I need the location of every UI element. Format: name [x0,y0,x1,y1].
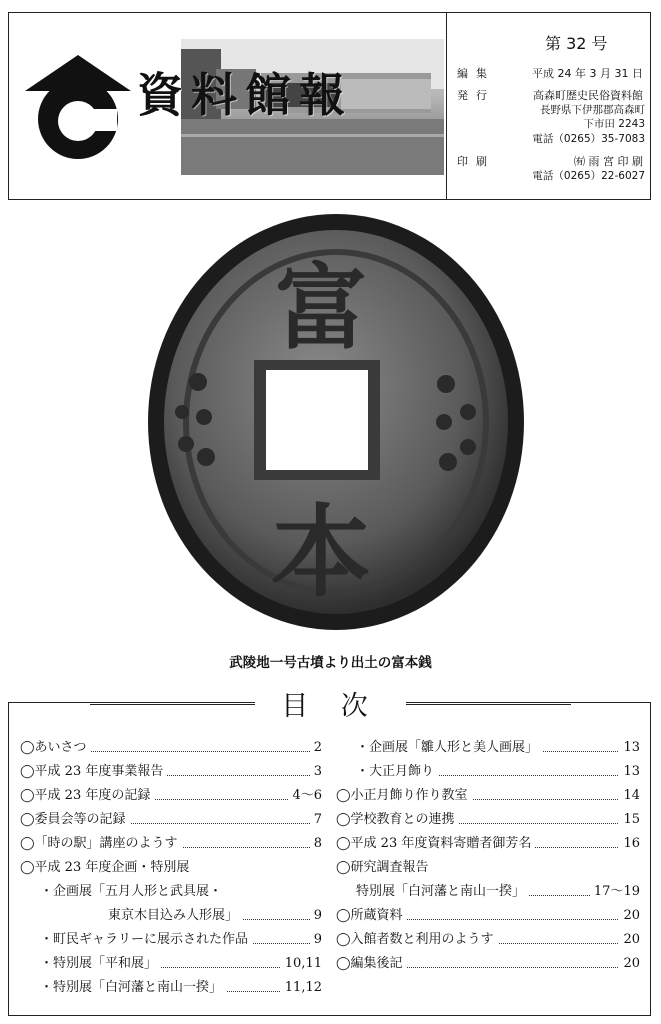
toc-entry-page: 3 [310,760,322,784]
masthead-divider [446,13,447,199]
town-emblem-logo [23,53,133,163]
toc-entry [336,880,640,904]
toc-entry-label: ◯平成 23 年度事業報告 [20,760,167,784]
toc-entry [336,736,640,760]
toc-entry-page: 15 [619,808,640,832]
toc-entry-page: 16 [619,832,640,856]
toc-entry-page: 14 [619,784,640,808]
toc-entry-label: 東京木目込み人形展」 [108,904,242,928]
publisher-phone: 電話（0265）35-7083 [532,133,645,145]
toc-entry [20,904,322,928]
toc-entry-label: ・特別展「平和展」 [40,952,161,976]
toc-entry [20,976,322,1000]
print-label: 印刷 [457,155,495,168]
toc-entry-page: 4〜6 [288,784,322,808]
toc-entry-label: ・町民ギャラリーに展示された作品 [40,928,252,952]
printer-name: ㈲ 雨 宮 印 刷 [574,155,643,168]
toc-entry [336,784,640,808]
toc-entry-label: ◯入館者数と利用のようす [336,928,498,952]
toc-right-column [336,736,640,976]
publisher-address-1: 長野県下伊那郡高森町 [540,104,645,116]
issue-number: 第 32 号 [545,34,608,53]
publisher-name: 高森町歴史民俗資料館 [533,89,643,102]
toc-entry-page: 20 [619,904,640,928]
toc-entry [336,856,640,880]
toc-entry-label: ・特別展「白河藩と南山一揆」 [40,976,226,1000]
coin-bottom-character: 本 [271,493,371,611]
toc-entry-label: ◯委員会等の記録 [20,808,130,832]
publisher-address-2: 下市田 2243 [583,118,645,130]
toc-entry [336,904,640,928]
toc-entry-page: 13 [619,760,640,784]
title-char: 館 [245,68,293,122]
toc-entry [20,952,322,976]
toc-entry-page: 10,11 [281,952,322,976]
masthead [8,12,651,200]
toc-entry [20,808,322,832]
publish-label: 発行 [457,89,495,102]
fuhonsen-coin-image [146,212,526,632]
toc-entry-label: ◯研究調査報告 [336,856,433,880]
printer-phone: 電話（0265）22-6027 [532,170,645,182]
edit-label: 編集 [457,67,495,80]
toc-entry [336,832,640,856]
toc-entry-page: 11,12 [281,976,322,1000]
edit-date: 平成 24 年 3 月 31 日 [532,67,643,80]
toc-entry [20,784,322,808]
toc-entry-label: ◯学校教育との連携 [336,808,459,832]
toc-entry-label: ◯あいさつ [20,736,91,760]
toc-entry-label: ◯平成 23 年度資料寄贈者御芳名 [336,832,535,856]
toc-entry [20,928,322,952]
toc-heading [0,684,661,723]
toc-entry [336,760,640,784]
toc-entry [20,832,322,856]
toc-entry-label: ◯編集後記 [336,952,407,976]
title-char: 料 [191,68,239,122]
toc-entry-page: 13 [619,736,640,760]
toc-entry-label: 特別展「白河藩と南山一揆」 [356,880,529,904]
toc-entry [20,880,322,904]
toc-entry-page: 7 [310,808,322,832]
toc-entry-page: 20 [619,928,640,952]
toc-entry-label: ◯平成 23 年度の記録 [20,784,154,808]
title-char: 報 [299,68,347,122]
toc-entry-page: 9 [310,904,322,928]
toc-entry-label: ◯平成 23 年度企画・特別展 [20,856,193,880]
toc-entry-label: ・企画展「雛人形と美人画展」 [356,736,542,760]
toc-entry [336,928,640,952]
title-char: 資 [137,68,185,122]
toc-entry-page: 2 [310,736,322,760]
toc-entry [20,760,322,784]
toc-entry [20,856,322,880]
toc-entry-label: ・企画展「五月人形と武具展・ [40,880,226,904]
toc-entry-page: 8 [310,832,322,856]
toc-entry [336,952,640,976]
toc-entry-page: 9 [310,928,322,952]
toc-entry-label: ◯所蔵資料 [336,904,407,928]
toc-entry-page: 20 [619,952,640,976]
toc-entry-label: ◯「時の駅」講座のようす [20,832,182,856]
toc-entry-page: 17〜19 [590,880,640,904]
toc-entry [336,808,640,832]
toc-entry-label: ・大正月飾り [356,760,438,784]
toc-title: 目 次 [255,691,406,722]
toc-entry [20,736,322,760]
toc-entry-label: ◯小正月飾り作り教室 [336,784,472,808]
newsletter-title [137,59,347,125]
toc-left-column [20,736,322,1000]
coin-caption: 武陵地一号古墳より出土の富本銭 [229,655,432,671]
coin-top-character: 富 [274,254,368,362]
